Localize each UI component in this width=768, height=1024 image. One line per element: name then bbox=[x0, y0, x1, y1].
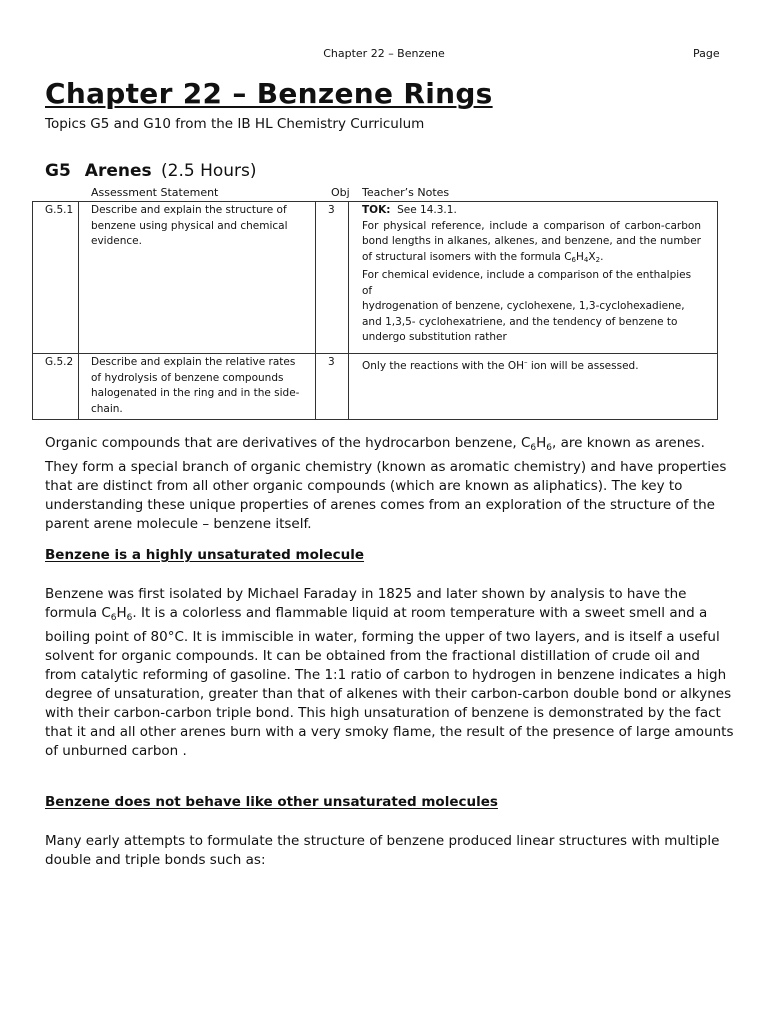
table-row bbox=[33, 354, 718, 420]
assessment-statement: Describe and explain the structure of benzene using physical and chemical evidence. bbox=[79, 202, 316, 354]
tok-note bbox=[362, 203, 701, 219]
physical-evidence-note: For physical reference, include a comparison of carbon-carbon bond lengths in alkanes, alkenes, and benzene, and the number of structural isomers with the formula $C_6H_4X_2$. bbox=[362, 219, 701, 264]
table-row bbox=[33, 202, 718, 354]
section-hours: (2.5 Hours) bbox=[161, 161, 257, 181]
chapter-title: Chapter 22 – Benzene Rings bbox=[45, 77, 493, 110]
heading-unsaturated: Benzene is a highly unsaturated molecule bbox=[45, 547, 365, 563]
teacher-notes: Only the reactions with the OH– ion will be assessed. bbox=[349, 354, 718, 420]
page-label: Page bbox=[693, 47, 720, 60]
section-name: Arenes bbox=[84, 161, 152, 181]
objective-level: 3 bbox=[316, 202, 349, 354]
assessment-table bbox=[32, 201, 718, 420]
heading-not-like-unsaturated: Benzene does not behave like other unsaturated molecules bbox=[45, 794, 498, 810]
structures-paragraph: Many early attempts to formulate the structure of benzene produced linear structures with multiple double and triple bonds such as: bbox=[45, 833, 720, 868]
benzene-paragraph: Benzene was first isolated by Michael Faraday in 1825 and later shown by analysis to have the formula $C_6H_6$. It is a colorless and flammable liquid at room temperature with a sweet smell and a boiling point of 80°C. It is immiscible in water, forming the upper of two layers, and is itself a useful solvent for organic compounds. It can be obtained from the fractional distillation of crude oil and from catalytic reforming of gasoline. The 1:1 ratio of carbon to hydrogen in benzene indicates a high degree of unsaturation, greater than that of alkenes with their carbon-carbon double bond or alkynes with their carbon-carbon triple bond. This high unsaturation of benzene is demonstrated by the fact that it and all other arenes burn with a very smoky flame, the result of the presence of large amounts of unburned carbon . bbox=[45, 586, 734, 759]
teacher-notes-content bbox=[362, 203, 701, 351]
section-heading bbox=[45, 161, 257, 181]
objective-level: 3 bbox=[316, 354, 349, 420]
objective-id: G.5.2 bbox=[33, 354, 79, 420]
column-header-statement: Assessment Statement bbox=[91, 186, 219, 199]
column-header-notes: Teacher’s Notes bbox=[362, 186, 450, 199]
column-header-obj: Obj bbox=[331, 186, 350, 199]
section-code: G5 bbox=[45, 161, 71, 181]
teacher-notes bbox=[349, 202, 718, 354]
chemical-evidence-note: For chemical evidence, include a comparison of the enthalpies of hydrogenation of benzene, cyclohexene, 1,3-cyclohexadiene, and 1,3,5- cyclohexatriene, and the tendency of benzene to undergo substitution rather bbox=[362, 269, 692, 343]
chapter-subtitle: Topics G5 and G10 from the IB HL Chemistry Curriculum bbox=[45, 116, 425, 132]
running-header: Chapter 22 – Benzene bbox=[323, 47, 445, 60]
assessment-statement: Describe and explain the relative rates of hydrolysis of benzene compounds halogenated in the ring and in the side-chain. bbox=[79, 354, 316, 420]
objective-id: G.5.1 bbox=[33, 202, 79, 354]
intro-paragraph: Organic compounds that are derivatives of the hydrocarbon benzene, $C_6H_6$, are known as arenes. They form a special branch of organic chemistry (known as aromatic chemistry) and have properties that are distinct from all other organic compounds (which are known as aliphatics). The key to understanding these unique properties of arenes comes from an exploration of the structure of the parent arene molecule – benzene itself. bbox=[45, 435, 727, 532]
tok-text: See 14.3.1. bbox=[397, 204, 457, 216]
tok-label: TOK: bbox=[362, 204, 391, 216]
